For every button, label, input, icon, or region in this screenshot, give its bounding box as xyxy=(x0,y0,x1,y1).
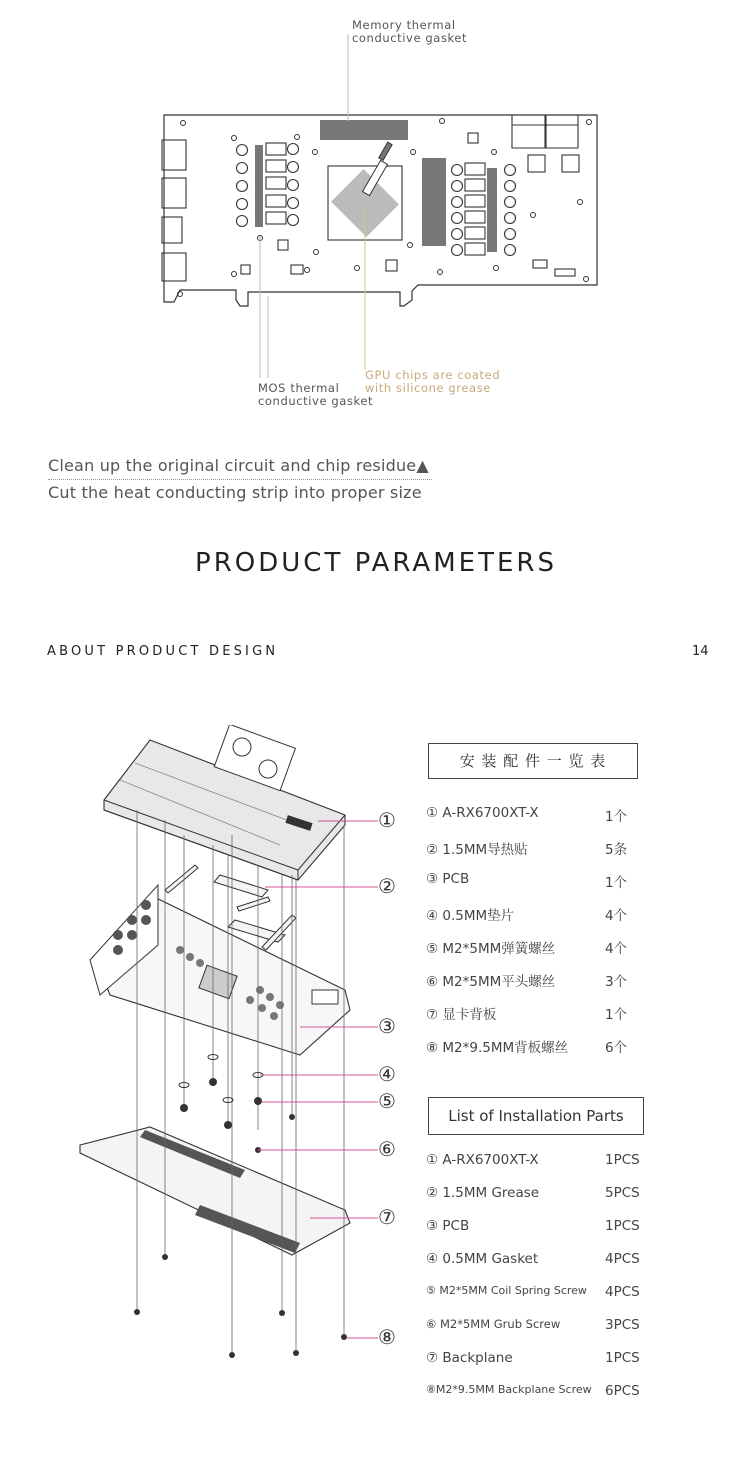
section-title: PRODUCT PARAMETERS xyxy=(195,548,557,578)
pcb-diagram xyxy=(0,0,752,420)
callout-4: ④ xyxy=(378,1062,396,1086)
cn-row-7-name: ⑦ 显卡背板 xyxy=(426,1007,497,1023)
note-cut-strip: Cut the heat conducting strip into proper size xyxy=(48,483,422,502)
gpu-grease-label xyxy=(365,369,500,395)
cn-row-4-name: ④ 0.5MM垫片 xyxy=(426,908,515,924)
cn-row-3-qty: 1个 xyxy=(605,875,628,891)
gpu-grease-label-line2: with silicone grease xyxy=(365,381,491,395)
mos-gasket-label xyxy=(258,382,373,408)
memory-gasket-label-line2: conductive gasket xyxy=(352,31,468,45)
cn-row-6-name: ⑥ M2*5MM平头螺丝 xyxy=(426,974,556,990)
about-product-design: ABOUT PRODUCT DESIGN xyxy=(47,644,279,659)
en-row-5 xyxy=(426,1284,646,1306)
mos-gasket-center xyxy=(422,158,446,246)
en-row-5-name: ⑤ M2*5MM Coil Spring Screw xyxy=(426,1284,587,1297)
en-row-5-qty: 4PCS xyxy=(605,1284,640,1300)
cn-row-4-qty: 4个 xyxy=(605,908,628,924)
mos-gasket-label-line2: conductive gasket xyxy=(258,394,374,408)
callout-8: ⑧ xyxy=(378,1325,396,1349)
en-row-6-name: ⑥ M2*5MM Grub Screw xyxy=(426,1317,561,1331)
en-row-7-name: ⑦ Backplane xyxy=(426,1350,513,1366)
page-number: 14 xyxy=(692,644,709,659)
en-row-7 xyxy=(426,1350,646,1372)
callout-3: ③ xyxy=(378,1014,396,1038)
en-row-8 xyxy=(426,1383,646,1405)
callout-2: ② xyxy=(378,874,396,898)
callout-leaders xyxy=(258,821,378,1338)
exploded-view-diagram xyxy=(0,725,420,1395)
cn-row-5-name: ⑤ M2*5MM弹簧螺丝 xyxy=(426,941,556,957)
en-row-6 xyxy=(426,1317,646,1339)
en-row-1 xyxy=(426,1152,646,1174)
en-row-7-qty: 1PCS xyxy=(605,1350,640,1366)
en-row-1-qty: 1PCS xyxy=(605,1152,640,1168)
en-row-2 xyxy=(426,1185,646,1207)
en-row-4 xyxy=(426,1251,646,1273)
mos-gasket-right xyxy=(487,168,497,252)
gaskets xyxy=(179,1055,263,1103)
cn-row-2 xyxy=(426,838,646,860)
backplane xyxy=(80,1127,350,1255)
cn-row-6 xyxy=(426,970,646,992)
gpu-grease-label-line1: GPU chips are coated xyxy=(365,368,501,382)
cn-row-5-qty: 4个 xyxy=(605,941,628,957)
note-clean-residue: Clean up the original circuit and chip residue▲ xyxy=(48,456,429,475)
cn-row-6-qty: 3个 xyxy=(605,974,628,990)
en-row-3 xyxy=(426,1218,646,1240)
en-row-4-qty: 4PCS xyxy=(605,1251,640,1267)
en-row-3-qty: 1PCS xyxy=(605,1218,640,1234)
callout-6: ⑥ xyxy=(378,1137,396,1161)
memory-gasket-label-line1: Memory thermal xyxy=(352,18,456,32)
cn-row-7-qty: 1个 xyxy=(605,1007,628,1023)
cn-row-4 xyxy=(426,904,646,926)
cn-row-1-qty: 1个 xyxy=(605,809,628,825)
en-row-1-name: ① A-RX6700XT-X xyxy=(426,1152,539,1168)
note-divider xyxy=(48,479,432,480)
callout-5: ⑤ xyxy=(378,1089,396,1113)
cn-table-title: 安 装 配 件 一 览 表 xyxy=(428,743,638,779)
mos-gasket-label-line1: MOS thermal xyxy=(258,381,340,395)
water-block xyxy=(104,725,345,880)
en-row-6-qty: 3PCS xyxy=(605,1317,640,1333)
pcb-board xyxy=(90,885,350,1055)
io-ports xyxy=(162,140,186,281)
en-row-8-qty: 6PCS xyxy=(605,1383,640,1399)
cn-row-5 xyxy=(426,937,646,959)
cn-row-1 xyxy=(426,805,646,827)
en-row-2-qty: 5PCS xyxy=(605,1185,640,1201)
mos-gasket-left xyxy=(255,145,263,227)
callout-7: ⑦ xyxy=(378,1205,396,1229)
cn-row-3-name: ③ PCB xyxy=(426,871,470,887)
cn-row-8-qty: 6个 xyxy=(605,1040,628,1056)
cn-row-7 xyxy=(426,1003,646,1025)
en-table-title: List of Installation Parts xyxy=(428,1097,644,1135)
memory-gasket xyxy=(320,120,408,140)
cn-row-2-qty: 5条 xyxy=(605,842,628,858)
cn-row-2-name: ② 1.5MM导热贴 xyxy=(426,842,528,858)
en-row-4-name: ④ 0.5MM Gasket xyxy=(426,1251,539,1267)
callout-1: ① xyxy=(378,808,396,832)
memory-gasket-label xyxy=(352,19,467,45)
cn-row-8-name: ⑧ M2*9.5MM背板螺丝 xyxy=(426,1040,569,1056)
cn-row-3 xyxy=(426,871,646,893)
en-row-2-name: ② 1.5MM Grease xyxy=(426,1185,540,1201)
cn-row-8 xyxy=(426,1036,646,1058)
cn-row-1-name: ① A-RX6700XT-X xyxy=(426,805,539,821)
en-row-3-name: ③ PCB xyxy=(426,1218,470,1234)
en-row-8-name: ⑧M2*9.5MM Backplane Screw xyxy=(426,1383,592,1396)
